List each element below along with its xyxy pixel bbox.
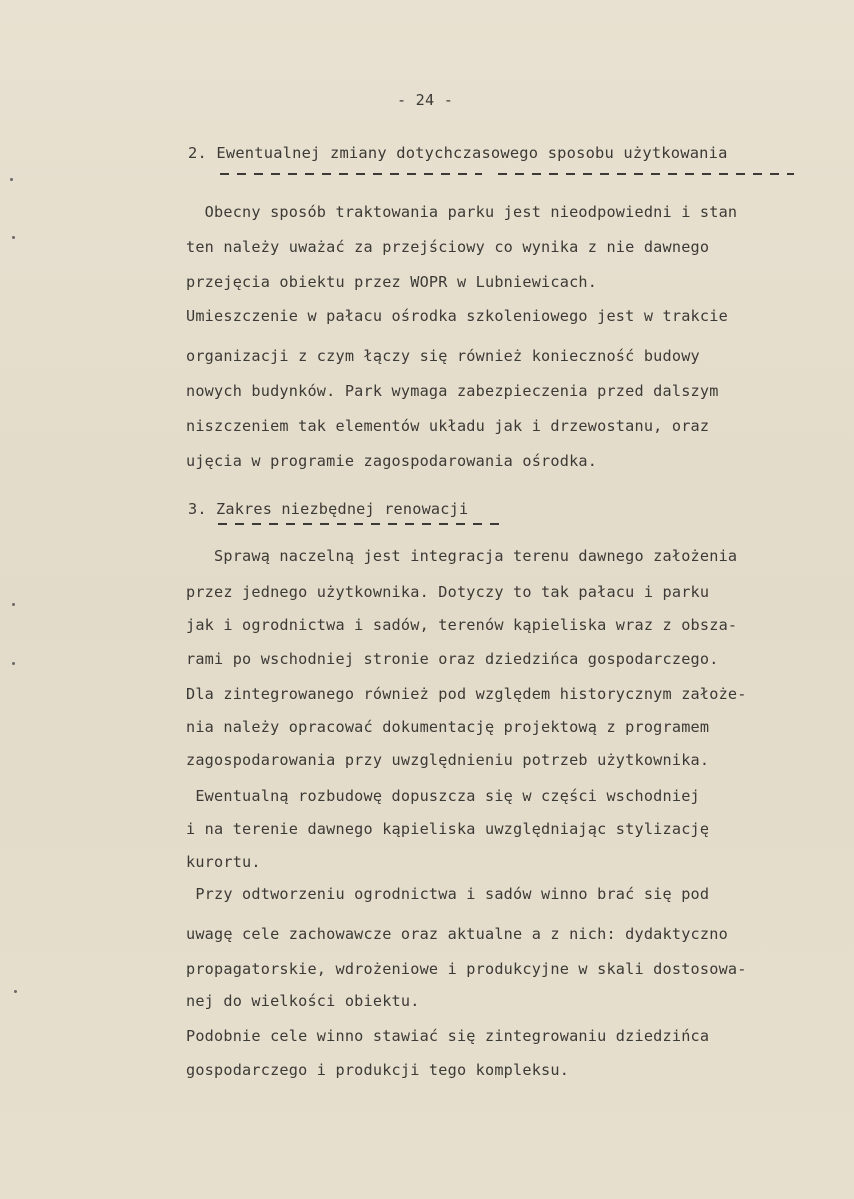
text-line: organizacji z czym łączy się również konieczność budowy <box>186 347 700 365</box>
margin-mark <box>12 603 15 606</box>
text-line: Dla zintegrowanego również pod względem historycznym założe- <box>186 685 747 703</box>
margin-mark <box>14 990 17 993</box>
text-line: nej do wielkości obiektu. <box>186 992 420 1010</box>
margin-mark <box>10 178 13 181</box>
text-line: Przy odtworzeniu ogrodnictwa i sadów winno brać się pod <box>186 885 710 903</box>
section-heading: 2. Ewentualnej zmiany dotychczasowego sposobu użytkowania <box>188 144 728 162</box>
margin-mark <box>12 236 15 239</box>
text-line: Obecny sposób traktowania parku jest nieodpowiedni i stan <box>186 203 738 221</box>
text-line: kurortu. <box>186 853 261 871</box>
text-line: przez jednego użytkownika. Dotyczy to tak pałacu i parku <box>186 583 710 601</box>
text-line: przejęcia obiektu przez WOPR w Lubniewicach. <box>186 273 598 291</box>
text-line: niszczeniem tak elementów układu jak i drzewostanu, oraz <box>186 417 710 435</box>
heading-underline <box>218 523 502 525</box>
text-line: Sprawą naczelną jest integracja terenu dawnego założenia <box>186 547 738 565</box>
text-line: propagatorskie, wdrożeniowe i produkcyjne w skali dostosowa- <box>186 960 747 978</box>
text-line: uwagę cele zachowawcze oraz aktualne a z nich: dydaktyczno <box>186 925 728 943</box>
text-line: rami po wschodniej stronie oraz dziedzińca gospodarczego. <box>186 650 719 668</box>
text-line: ten należy uważać za przejściowy co wynika z nie dawnego <box>186 238 710 256</box>
heading-underline <box>220 173 482 175</box>
heading-underline <box>498 173 794 175</box>
text-line: ujęcia w programie zagospodarowania ośrodka. <box>186 452 598 470</box>
page-number: - 24 - <box>397 91 454 109</box>
text-line: nia należy opracować dokumentację projektową z programem <box>186 718 710 736</box>
text-line: nowych budynków. Park wymaga zabezpieczenia przed dalszym <box>186 382 719 400</box>
text-line: Umieszczenie w pałacu ośrodka szkoleniowego jest w trakcie <box>186 307 728 325</box>
text-line: i na terenie dawnego kąpieliska uwzględniając stylizację <box>186 820 710 838</box>
text-line: Podobnie cele winno stawiać się zintegrowaniu dziedzińca <box>186 1027 710 1045</box>
margin-mark <box>12 662 15 665</box>
text-line: gospodarczego i produkcji tego kompleksu. <box>186 1061 570 1079</box>
text-line: zagospodarowania przy uwzględnieniu potrzeb użytkownika. <box>186 751 710 769</box>
text-line: Ewentualną rozbudowę dopuszcza się w części wschodniej <box>186 787 700 805</box>
text-line: jak i ogrodnictwa i sadów, terenów kąpieliska wraz z obsza- <box>186 616 738 634</box>
section-heading: 3. Zakres niezbędnej renowacji <box>188 500 469 518</box>
